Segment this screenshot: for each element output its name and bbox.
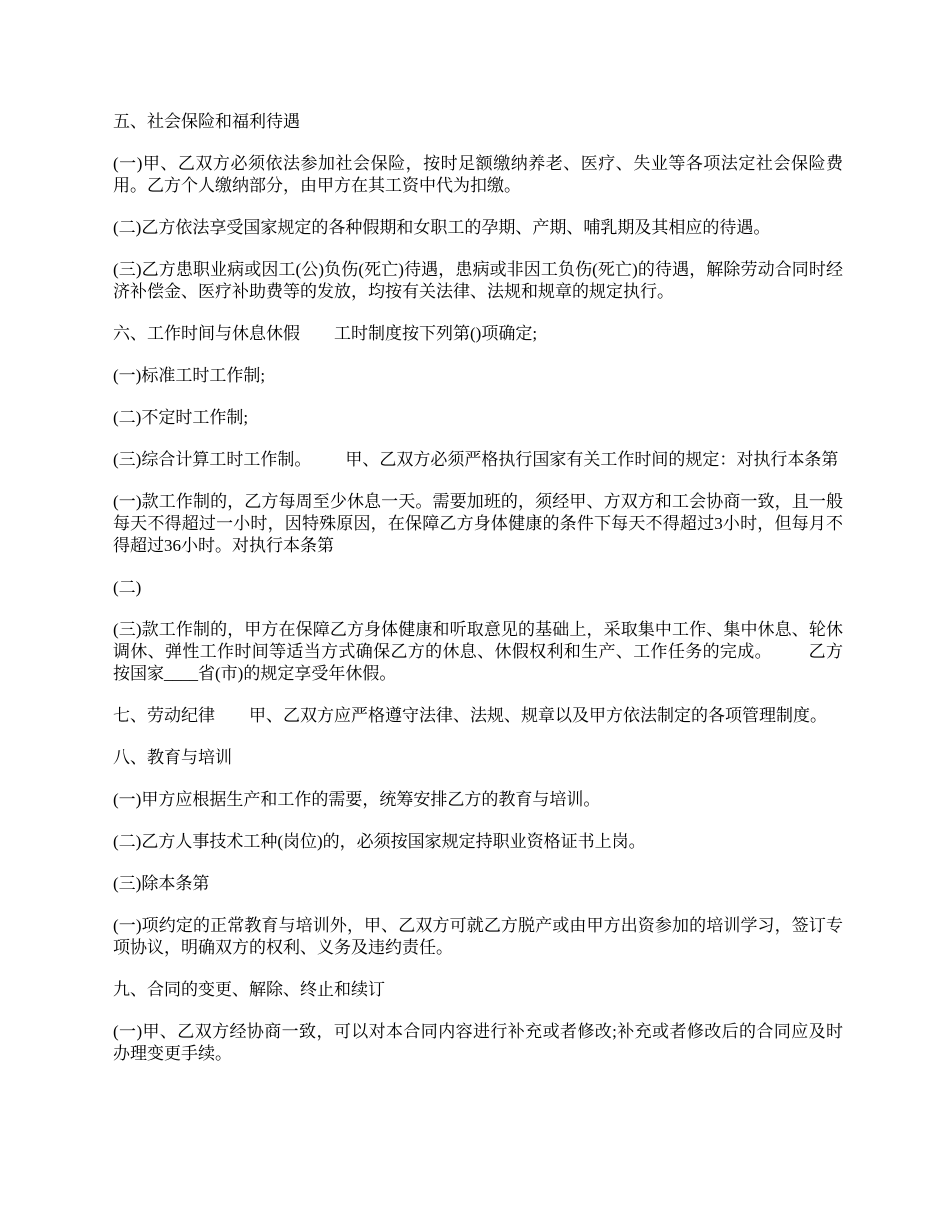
paragraph-contract-changes-1: (一)甲、乙双方经协商一致，可以对本合同内容进行补充或者修改;补充或者修改后的合同应及时办理变更手续。: [113, 1022, 843, 1063]
paragraph-working-hours-4: (一)款工作制的，乙方每周至少休息一天。需要加班的，须经甲、方双方和工会协商一致，且一般每天不得超过一小时，因特殊原因，在保障乙方身体健康的条件下每天不得超过3小时，但每月不得超过36小时。对执行本条第: [113, 492, 843, 555]
section-heading-labor-discipline: 七、劳动纪律 甲、乙双方应严格遵守法律、法规、规章以及甲方依法制定的各项管理制度。: [113, 706, 827, 725]
paragraph-training-4: (一)项约定的正常教育与培训外，甲、乙双方可就乙方脱产或由甲方出资参加的培训学习，签订专项协议，明确双方的权利、义务及违约责任。: [113, 916, 843, 957]
paragraph-social-insurance-3: (三)乙方患职业病或因工(公)负伤(死亡)待遇，患病或非因工负伤(死亡)的待遇，解除劳动合同时经济补偿金、医疗补助费等的发放，均按有关法律、法规和规章的规定执行。: [113, 260, 843, 301]
paragraph-working-hours-3: (三)综合计算工时工作制。 甲、乙双方必须严格执行国家有关工作时间的规定：对执行本条第: [113, 450, 839, 469]
paragraph-social-insurance-2: (二)乙方依法享受国家规定的各种假期和女职工的孕期、产期、哺乳期及其相应的待遇。: [113, 218, 771, 237]
paragraph-working-hours-1: (一)标准工时工作制;: [113, 366, 266, 385]
section-heading-social-insurance: 五、社会保险和福利待遇: [113, 112, 300, 131]
section-heading-contract-changes: 九、合同的变更、解除、终止和续订: [113, 980, 385, 999]
document-body: [113, 111, 843, 1085]
paragraph-working-hours-2: (二)不定时工作制;: [113, 408, 249, 427]
paragraph-working-hours-6: (三)款工作制的，甲方在保障乙方身体健康和听取意见的基础上，采取集中工作、集中休息、轮休调休、弹性工作时间等适当方式确保乙方的休息、休假权利和生产、工作任务的完成。 乙方按国家____省(市)的规定享受年休假。: [113, 620, 843, 683]
paragraph-training-2: (二)乙方人事技术工种(岗位)的，必须按国家规定持职业资格证书上岗。: [113, 832, 646, 851]
section-heading-education-training: 八、教育与培训: [113, 748, 232, 767]
section-heading-working-hours: 六、工作时间与休息休假 工时制度按下列第()项确定;: [113, 324, 538, 343]
paragraph-social-insurance-1: (一)甲、乙双方必须依法参加社会保险，按时足额缴纳养老、医疗、失业等各项法定社会保险费用。乙方个人缴纳部分，由甲方在其工资中代为扣缴。: [113, 154, 843, 195]
paragraph-training-3: (三)除本条第: [113, 874, 210, 893]
paragraph-training-1: (一)甲方应根据生产和工作的需要，统筹安排乙方的教育与培训。: [113, 790, 601, 809]
paragraph-working-hours-5: (二): [113, 578, 142, 597]
